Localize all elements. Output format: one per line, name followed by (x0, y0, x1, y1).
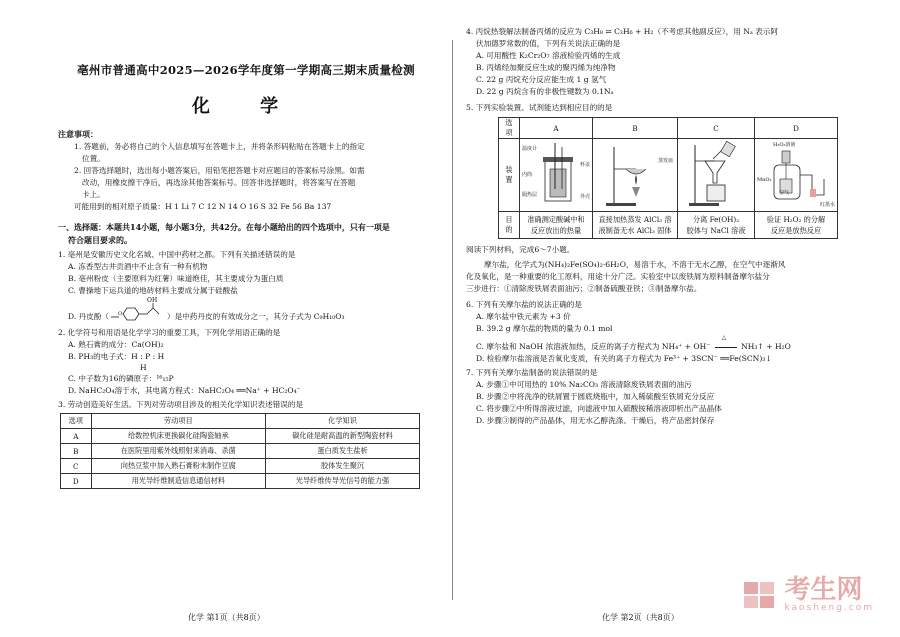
purpose-line: 分离 Fe(OH)₃ (692, 215, 740, 224)
table-cell: 给数控机床更换碳化硅陶瓷轴承 (91, 429, 265, 444)
q5-stem: 5. 下列实验装置、试剂能达到相应目的的是 (466, 103, 613, 112)
label-insulation: 隔热层 (522, 192, 538, 198)
note-line: 位置。 (82, 154, 105, 163)
table-row-purpose (499, 212, 838, 239)
filtration-icon (685, 139, 747, 209)
table-header-row (61, 414, 420, 429)
page-2 (450, 0, 900, 637)
watermark-text: 考生网 (784, 575, 863, 605)
q1-option-d (58, 297, 434, 323)
note-line: 卡上。 (82, 190, 105, 199)
table-header: 劳动项目 (91, 414, 265, 429)
table-cell: 胶体发生聚沉 (266, 459, 420, 474)
watermark-url: kaosheng.com (784, 603, 874, 613)
table-header: 选项 (61, 414, 92, 429)
q1-option-a: A. 冻香型古井贡酒中不止含有一种有机物 (68, 262, 208, 271)
device-c (678, 139, 755, 212)
table-row (61, 444, 420, 459)
purpose-d (755, 212, 838, 239)
purpose-line: 直接加热蒸发 AlCl₃ 溶 (598, 215, 672, 224)
svg-text:O: O (118, 311, 123, 317)
q1-d-pre: D. 丹皮酚（ (68, 312, 110, 321)
q1-stem: 1. 亳州是安徽历史文化名城、中国中药材之都。下列有关描述错误的是 (58, 250, 296, 259)
table-cell: D (61, 474, 92, 489)
q4-option-a: A. 可用酸性 K₂Cr₂O₇ 溶液检验丙烯的生成 (476, 51, 621, 60)
exam-title: 亳州市普通高中2025—2026学年度第一学期高三期末质量检测 (77, 63, 415, 77)
q6-option-d: D. 检验摩尔盐溶液是否氧化变质，有关的离子方程式为 Fe³⁺ + 3SCN⁻ ══Fe(SCN)₃↓ (476, 354, 772, 363)
label-red-ink: 红墨水 (819, 202, 835, 208)
purpose-line: 反应放出的热量 (530, 226, 582, 235)
table-header: 化学知识 (266, 414, 420, 429)
purpose-line: 准确测定酸碱中和 (527, 215, 585, 224)
purpose-line: 胶体与 NaCl 溶液 (686, 226, 746, 235)
q7-option-a: A. 步骤①中可用热的 10% Na₂CO₃ 溶液清除废铁屑表面的油污 (476, 380, 692, 389)
q6-stem: 6. 下列有关摩尔盐的说法正确的是 (466, 300, 582, 309)
q4-stem-cont: 伏加德罗常数的值，下列有关说法正确的是 (476, 39, 621, 48)
table-row (61, 474, 420, 489)
device-b (593, 139, 678, 212)
note-line: 2. 回答选择题时，选出每小题答案后，用铅笔把答题卡对应题目的答案标号涂黑。如需 (74, 166, 365, 175)
table-header: D (755, 118, 838, 139)
q7-option-b: B. 步骤②中将洗净的铁屑置于圆底烧瓶中，加入稀硫酸至铁屑充分反应 (476, 392, 715, 401)
purpose-line: 液制备无水 AlCl₃ 固体 (598, 226, 672, 235)
paeonol-structure-icon (109, 301, 167, 323)
notes-heading: 注意事项： (58, 129, 98, 139)
table-header: B (593, 118, 678, 139)
q2-option-b: B. PH₃的电子式：H : P : H (68, 352, 165, 361)
q7-option-d: D. 步骤③制得的产品晶体，用无水乙醇洗涤、干燥后，将产品密封保存 (476, 416, 715, 425)
q6-option-b: B. 39.2 g 摩尔盐的物质的量为 0.1 mol (476, 324, 613, 333)
table-cell: 向热豆浆中加入熟石膏粉末制作豆腐 (91, 459, 265, 474)
table-cell: 用光导纤维制造信息通信材料 (91, 474, 265, 489)
section-heading: 一、选择题：本题共14小题，每小题3分，共42分。在每小题给出的四个选项中，只有一项是 (58, 222, 390, 232)
q6-option-a: A. 摩尔盐中铁元素为 +3 价 (476, 312, 571, 321)
q3-stem: 3. 劳动创造美好生活。下列对劳动项目涉及的相关化学知识表述错误的是 (58, 400, 304, 409)
table-cell: 在医院里用紫外线照射来消毒、杀菌 (91, 444, 265, 459)
purpose-c (678, 212, 755, 239)
label-air: 空气 (779, 190, 790, 196)
page-2-footer: 化学 第2页（共8页） (602, 613, 679, 622)
q4-option-c: C. 22 g 丙烷充分反应能生成 1 g 氢气 (476, 75, 607, 84)
purpose-b (593, 212, 678, 239)
table-header: C (678, 118, 755, 139)
device-label: 装置 (499, 139, 520, 212)
q6-c-pre: C. 摩尔盐和 NaOH 浓溶液加热，反应的离子方程式为 NH₄⁺ + OH⁻ (476, 342, 711, 351)
q4-option-b: B. 丙烯经加聚反应生成的聚丙烯为纯净物 (476, 63, 616, 72)
q2-option-b-h: H (140, 363, 147, 372)
reaction-arrow (713, 334, 739, 353)
label-inner: 内筒 (522, 172, 533, 178)
table-row (61, 459, 420, 474)
table-row-devices (499, 139, 838, 212)
table-cell: B (61, 444, 92, 459)
q1-option-c: C. 曹操地下运兵道的地砖材料主要成分属于硅酸盐 (68, 286, 238, 295)
label-mno2: MnO₂ (757, 177, 772, 183)
table-cell: 碳化硅是耐高温的新型陶瓷材料 (266, 429, 420, 444)
q1-d-post: ）是中药丹皮的有效成分之一，其分子式为 C₉H₁₀O₃ (167, 312, 345, 321)
purpose-a (520, 212, 593, 239)
device-a (520, 139, 593, 212)
q2-option-a: A. 熟石膏的成分：Ca(OH)₂ (68, 340, 164, 349)
watermark (742, 577, 874, 613)
label-lid: 杯盖 (579, 162, 590, 168)
q1-option-b: B. 亳州粉皮（主要原料为红薯）味道绝佳，其主要成分为蛋白质 (68, 274, 284, 283)
material-line: 三步进行：①清除废铁屑表面油污；②制备硫酸亚铁；③制备摩尔盐。 (466, 284, 702, 293)
q2-option-c: C. 中子数为16的磷原子：¹⁶₁₅P (68, 374, 174, 383)
q7-stem: 7. 下列有关摩尔盐制备的说法错误的是 (466, 368, 598, 377)
table-cell: 蛋白质发生盐析 (266, 444, 420, 459)
label-shell: 外壳 (579, 194, 590, 200)
gas-apparatus-icon (760, 139, 832, 209)
q7-option-c: C. 将步骤②中所得溶液过滤，向滤液中加入硫酸铵稀溶液即析出产品晶体 (476, 404, 722, 413)
purpose-label: 目的 (499, 212, 520, 239)
purpose-line: 验证 H₂O₂ 的分解 (766, 215, 826, 224)
structure-oh-label: OH (147, 297, 158, 304)
q4-option-d: D. 22 g 丙烷含有的非极性键数为 0.1Nₐ (476, 87, 614, 96)
table-cell: C (61, 459, 92, 474)
note-line: 改动，用橡皮擦干净后，再选涂其他答案标号。回答非选择题时，将答案写在答题 (82, 178, 356, 187)
label-thermometer: 温度计 (522, 146, 538, 152)
material-line: 化及氧化，是一种重要的化工原料，用途十分广泛。实验室中以废铁屑为原料制备摩尔盐分 (466, 272, 770, 281)
delta-icon: △ (721, 334, 727, 341)
q2-option-d: D. NaHC₂O₄溶于水，其电离方程式：NaHC₂O₄ ══Na⁺ + HC₂O₄⁻ (68, 386, 301, 395)
atomic-masses: 可能用到的相对原子质量：H 1 Li 7 C 12 N 14 O 16 S 32 Fe 56 Ba 137 (74, 202, 332, 211)
arrow-line (715, 347, 737, 348)
kaosheng-logo-icon (742, 580, 778, 610)
q2-stem: 2. 化学符号和用语是化学学习的重要工具，下列化学用语正确的是 (58, 328, 281, 337)
page-1-footer: 化学 第1页（共8页） (188, 613, 265, 622)
table-header: 选项 (499, 118, 520, 139)
label-h2o2: H₂O₂溶液 (773, 142, 796, 148)
table-header-row (499, 118, 838, 139)
table-cell: 光导纤维传导光信号的能力强 (266, 474, 420, 489)
paeonol-structure (109, 297, 167, 323)
material-line: 摩尔盐，化学式为(NH₄)₂Fe(SO₄)₂·6H₂O，易溶于水，不溶于无水乙醇，在空气中逐渐风 (484, 260, 786, 269)
purpose-line: 反应是放热反应 (770, 226, 822, 235)
table-row (61, 429, 420, 444)
table-header: A (520, 118, 593, 139)
q6-option-c (466, 334, 886, 353)
reading-prompt: 阅读下列材料，完成6～7小题。 (466, 245, 575, 254)
q4-stem: 4. 丙烷热裂解法制备丙烯的反应为 C₃H₈ ⇌ C₃H₆ + H₂（不考虑其他副反应），用 Nₐ 表示阿 (466, 27, 778, 36)
note-line: 1. 答题前，务必将自己的个人信息填写在答题卡上，并将条形码粘贴在答题卡上的指定 (74, 142, 365, 151)
q6-c-post: NH₃↑ + H₂O (741, 342, 791, 351)
section-heading-cont: 符合题目要求的。 (68, 235, 132, 245)
q5-table (498, 117, 838, 239)
evaporating-dish-icon (600, 139, 670, 209)
device-d (755, 139, 838, 212)
q3-table (60, 413, 420, 489)
subject-title: 化 学 (191, 96, 301, 117)
label-dish: 蒸发皿 (657, 158, 673, 164)
table-cell: A (61, 429, 92, 444)
